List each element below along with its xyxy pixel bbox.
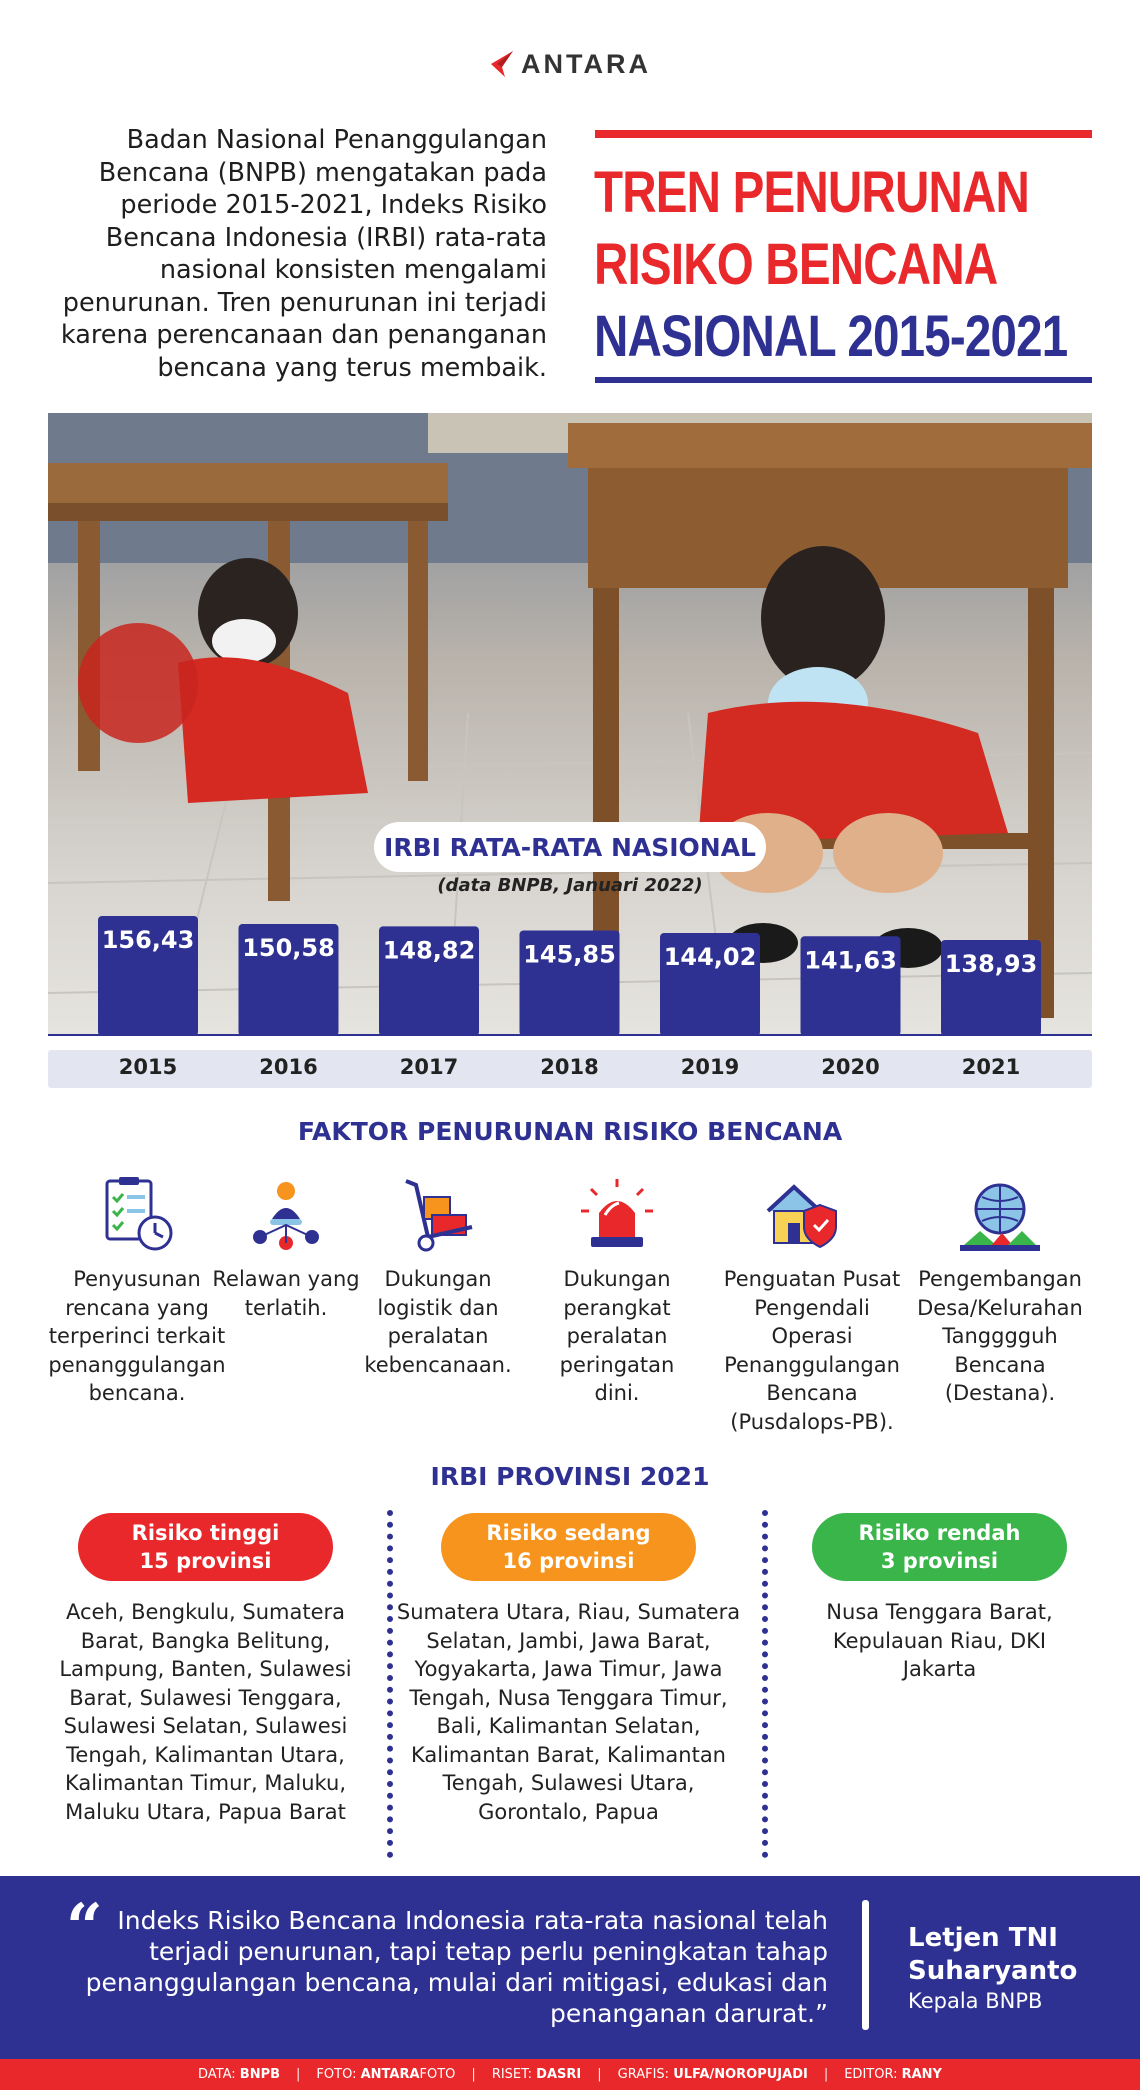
provinces-title: IRBI PROVINSI 2021 bbox=[430, 1462, 710, 1491]
quote-mark-icon: “ bbox=[66, 1890, 103, 1965]
title-line-3: NASIONAL 2015-2021 bbox=[594, 304, 1068, 369]
volunteer-network-icon bbox=[246, 1175, 326, 1255]
factors-title: FAKTOR PENURUNAN RISIKO BENCANA bbox=[297, 1117, 843, 1146]
chart-title: IRBI RATA-RATA NASIONAL bbox=[374, 822, 766, 872]
x-tick-label: 2020 bbox=[821, 1055, 880, 1079]
risk-high-badge bbox=[78, 1513, 333, 1581]
irbi-bar-chart bbox=[48, 860, 1092, 1036]
factor-text: Penguatan Pusat Pengendali Operasi Penanggulangan Bencana (Pusdalops-PB). bbox=[723, 1267, 901, 1434]
quote-speaker bbox=[908, 1922, 1077, 2014]
bar-value-label: 148,82 bbox=[382, 936, 476, 965]
globe-village-icon bbox=[960, 1175, 1040, 1255]
alarm-siren-icon bbox=[577, 1175, 657, 1255]
chart-subtitle: (data BNPB, Januari 2022) bbox=[437, 875, 703, 896]
bar-value-label: 141,63 bbox=[804, 946, 897, 975]
credit-research: RISET: DASRI bbox=[491, 2067, 582, 2082]
x-tick-label: 2021 bbox=[961, 1055, 1021, 1079]
speaker-name bbox=[908, 1922, 1077, 1988]
footer-separator: | bbox=[471, 2067, 476, 2082]
factor-text: Dukungan perangkat peralatan peringatan dini. bbox=[559, 1267, 675, 1405]
antara-logo-icon bbox=[489, 49, 515, 79]
hand-truck-icon bbox=[398, 1175, 478, 1255]
risk-low-province-list: Nusa Tenggara Barat, Kepulauan Riau, DKI Jakarta bbox=[826, 1600, 1053, 1681]
factor-text: Dukungan logistik dan peralatan kebencanaan. bbox=[364, 1267, 512, 1377]
footer-separator: | bbox=[597, 2067, 602, 2082]
house-shield-icon bbox=[762, 1175, 842, 1255]
bar-value-label: 145,85 bbox=[523, 940, 616, 969]
bar-value-label: 144,02 bbox=[663, 943, 757, 972]
x-tick-label: 2019 bbox=[680, 1055, 740, 1079]
column-divider bbox=[762, 1510, 768, 1858]
intro-paragraph: Badan Nasional Penanggulangan Bencana (BNPB) mengatakan pada periode 2015-2021, Indeks Risiko Bencana Indonesia (IRBI) rata-rata nasional konsisten mengalami penurunan. Tren penurunan ini terjadi karena perencanaan dan penanganan bencana yang terus membaik. bbox=[60, 125, 547, 383]
quote-separator bbox=[862, 1900, 869, 2030]
risk-low-badge bbox=[812, 1513, 1067, 1581]
risk-medium-count: 16 provinsi bbox=[502, 1549, 635, 1573]
credit-data: DATA: BNPB bbox=[198, 2067, 281, 2082]
antara-logo bbox=[0, 44, 1140, 84]
speaker-role: Kepala BNPB bbox=[908, 1989, 1043, 2013]
quote-text: Indeks Risiko Bencana Indonesia rata-rata nasional telah terjadi penurunan, tapi tetap perlu peningkatan tahap penanggulangan bencana, mulai dari mitigasi, edukasi dan penanganan darurat.” bbox=[85, 1906, 828, 2028]
bar-value-label: 150,58 bbox=[242, 934, 335, 963]
x-axis-line bbox=[48, 1034, 1092, 1036]
risk-high-label: Risiko tinggi bbox=[131, 1521, 280, 1545]
speaker-name-line-2: Suharyanto bbox=[908, 1956, 1078, 1986]
risk-low-label: Risiko rendah bbox=[858, 1521, 1021, 1545]
risk-high-count: 15 provinsi bbox=[139, 1549, 272, 1573]
factor-text: Relawan yang terlatih. bbox=[212, 1267, 360, 1320]
risk-medium-province-list: Sumatera Utara, Riau, Sumatera Selatan, Jambi, Jawa Barat, Yogyakarta, Jawa Timur, Jawa Tengah, Nusa Tenggara Timur, Bali, Kalimantan Selatan, Kalimantan Barat, Kalimantan Tengah, Sulawesi Utara, Gorontalo, Papua bbox=[396, 1600, 741, 1824]
x-tick-label: 2015 bbox=[118, 1055, 178, 1079]
credit-photo: FOTO: ANTARAFOTO bbox=[316, 2067, 456, 2082]
checklist-timer-icon bbox=[97, 1175, 177, 1255]
footer-separator: | bbox=[823, 2067, 829, 2082]
risk-high-province-list: Aceh, Bengkulu, Sumatera Barat, Bangka Belitung, Lampung, Banten, Sulawesi Barat, Sulawesi Tenggara, Sulawesi Selatan, Sulawesi Tengah, Kalimantan Utara, Kalimantan Timur, Maluku, Maluku Utara, Papua Barat bbox=[59, 1600, 352, 1824]
antara-logo-text: ANTARA bbox=[521, 48, 651, 79]
credit-graphics: GRAFIS: ULFA/NOROPUJADI bbox=[617, 2067, 808, 2082]
bar-value-label: 156,43 bbox=[101, 926, 195, 954]
risk-low-count: 3 provinsi bbox=[880, 1549, 999, 1573]
x-tick-label: 2017 bbox=[399, 1055, 459, 1079]
credits-footer bbox=[0, 2059, 1140, 2090]
title-top-rule bbox=[595, 130, 1092, 138]
factor-text: Pengembangan Desa/Kelurahan Tangggguh Bencana (Destana). bbox=[917, 1267, 1083, 1405]
x-tick-label: 2016 bbox=[259, 1055, 318, 1079]
risk-medium-label: Risiko sedang bbox=[486, 1521, 651, 1545]
page-title bbox=[594, 157, 1114, 373]
title-line-1: TREN PENURUNAN bbox=[594, 160, 1030, 225]
column-divider bbox=[387, 1510, 393, 1858]
factor-text: Penyusunan rencana yang terperinci terkait penanggulangan bencana. bbox=[48, 1267, 226, 1405]
x-tick-label: 2018 bbox=[540, 1055, 599, 1079]
footer-separator: | bbox=[296, 2067, 301, 2082]
bar-value-label: 138,93 bbox=[944, 950, 1038, 978]
title-line-2: RISIKO BENCANA bbox=[594, 232, 998, 297]
credit-editor: EDITOR: RANY bbox=[844, 2067, 942, 2082]
title-bottom-rule bbox=[595, 377, 1092, 383]
speaker-name-line-1: Letjen TNI bbox=[908, 1923, 1058, 1953]
risk-medium-badge bbox=[441, 1513, 696, 1581]
